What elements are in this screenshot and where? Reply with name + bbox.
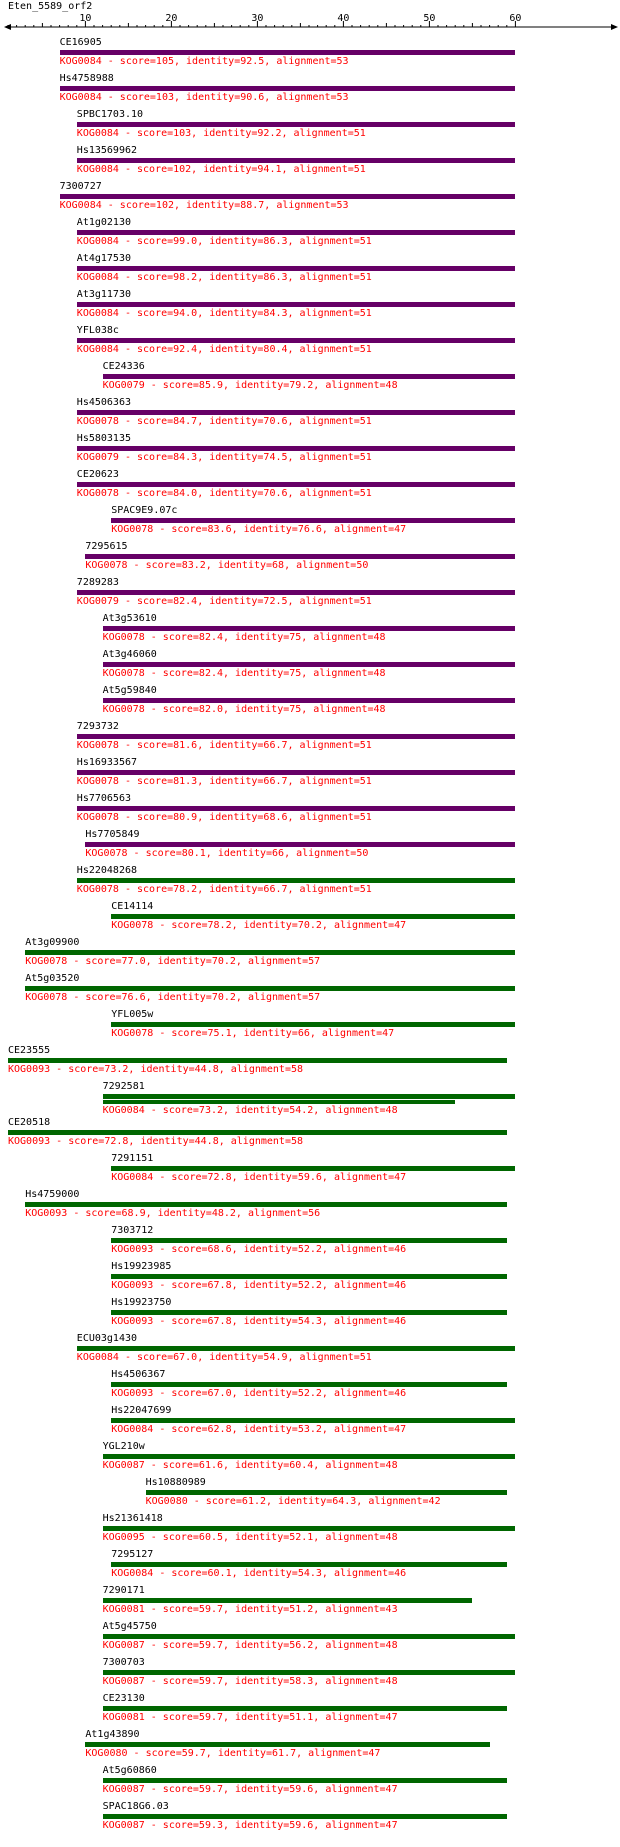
hit-description[interactable]: KOG0078 - score=76.6, identity=70.2, alignment=57	[25, 992, 321, 1003]
hit-description[interactable]: KOG0078 - score=84.7, identity=70.6, alignment=51	[76, 416, 372, 427]
hit-name: Hs5803135	[76, 433, 131, 444]
hit-name: CE23555	[8, 1045, 51, 1056]
hit-bar	[25, 950, 515, 955]
hit-bar	[111, 1022, 515, 1027]
axis-tick-label: 60	[509, 13, 522, 24]
hit-bar	[77, 122, 516, 127]
hit-name: At5g03520	[25, 973, 80, 984]
hit-name: ECU03g1430	[76, 1333, 138, 1344]
hit-name: At5g59840	[102, 685, 157, 696]
axis-tick-label: 10	[79, 13, 92, 24]
hit-description[interactable]: KOG0093 - score=67.8, identity=54.3, alignment=46	[111, 1316, 407, 1327]
hit-name: Hs4759000	[25, 1189, 80, 1200]
hit-bar	[103, 1814, 507, 1819]
hit-description[interactable]: KOG0078 - score=81.6, identity=66.7, alignment=51	[76, 740, 372, 751]
hit-name: SPAC9E9.07c	[111, 505, 178, 516]
hit-name: CE16905	[59, 37, 102, 48]
hit-description[interactable]: KOG0078 - score=80.1, identity=66, alignment=50	[85, 848, 369, 859]
hit-name: SPBC1703.10	[76, 109, 144, 120]
hit-description[interactable]: KOG0081 - score=59.7, identity=51.2, alignment=43	[102, 1604, 398, 1615]
right-arrow-icon	[611, 24, 618, 30]
hit-description[interactable]: KOG0078 - score=81.3, identity=66.7, alignment=51	[76, 776, 372, 787]
hit-name: Hs22047699	[111, 1405, 172, 1416]
hit-bar	[77, 878, 516, 883]
hit-name: At1g43890	[85, 1729, 140, 1740]
hit-description[interactable]: KOG0087 - score=59.7, identity=56.2, alignment=48	[102, 1640, 398, 1651]
hit-description[interactable]: KOG0093 - score=68.6, identity=52.2, alignment=46	[111, 1244, 407, 1255]
hit-description[interactable]: KOG0093 - score=67.8, identity=52.2, alignment=46	[111, 1280, 407, 1291]
hit-name: CE24336	[102, 361, 145, 372]
hit-description[interactable]: KOG0079 - score=84.3, identity=74.5, alignment=51	[76, 452, 372, 463]
hit-description[interactable]: KOG0084 - score=99.0, identity=86.3, alignment=51	[76, 236, 372, 247]
hit-bar	[111, 1382, 507, 1387]
hit-bar	[146, 1490, 507, 1495]
hit-description[interactable]: KOG0081 - score=59.7, identity=51.1, alignment=47	[102, 1712, 398, 1723]
hit-name: SPAC18G6.03	[102, 1801, 169, 1812]
hit-name: YFL005w	[111, 1009, 154, 1020]
hit-name: Hs7705849	[85, 829, 140, 840]
hit-bar	[111, 1274, 507, 1279]
hit-description[interactable]: KOG0084 - score=60.1, identity=54.3, alignment=46	[111, 1568, 407, 1579]
hit-name: Hs13569962	[76, 145, 138, 156]
hit-description[interactable]: KOG0084 - score=102, identity=94.1, alignment=51	[76, 164, 366, 175]
hit-description[interactable]: KOG0087 - score=59.3, identity=59.6, alignment=47	[102, 1820, 398, 1831]
hit-description[interactable]: KOG0084 - score=73.2, identity=54.2, alignment=48	[102, 1105, 398, 1116]
hit-bar	[77, 446, 516, 451]
hit-description[interactable]: KOG0080 - score=61.2, identity=64.3, alignment=42	[145, 1496, 441, 1507]
hit-name: CE20623	[76, 469, 119, 480]
hit-description[interactable]: KOG0084 - score=92.4, identity=80.4, alignment=51	[76, 344, 372, 355]
hit-name: At1g02130	[76, 217, 131, 228]
hit-name: 7303712	[111, 1225, 154, 1236]
hit-name: 7295615	[85, 541, 128, 552]
hit-bar	[60, 50, 516, 55]
hit-bar	[85, 554, 515, 559]
hit-bar	[103, 1706, 507, 1711]
hit-name: At3g09900	[25, 937, 80, 948]
hit-description[interactable]: KOG0078 - score=80.9, identity=68.6, alignment=51	[76, 812, 372, 823]
hit-name: CE14114	[111, 901, 154, 912]
hit-name: CE20518	[8, 1117, 51, 1128]
hit-description[interactable]: KOG0087 - score=61.6, identity=60.4, alignment=48	[102, 1460, 398, 1471]
hit-bar	[103, 698, 516, 703]
hit-bar	[77, 302, 516, 307]
hit-bar	[103, 1778, 507, 1783]
hit-bar	[85, 842, 515, 847]
hit-bar	[111, 1166, 515, 1171]
axis-tick-label: 30	[251, 13, 264, 24]
hit-description[interactable]: KOG0084 - score=102, identity=88.7, alignment=53	[59, 200, 349, 211]
hit-description[interactable]: KOG0078 - score=82.4, identity=75, alignment=48	[102, 668, 386, 679]
hit-description[interactable]: KOG0079 - score=82.4, identity=72.5, alignment=51	[76, 596, 372, 607]
query-title: Eten_5589_orf2	[8, 1, 93, 12]
ruler-axis	[0, 0, 620, 34]
hit-bar	[77, 230, 516, 235]
hit-bar	[103, 1670, 516, 1675]
hit-description[interactable]: KOG0084 - score=103, identity=90.6, alignment=53	[59, 92, 349, 103]
hit-description[interactable]: KOG0078 - score=75.1, identity=66, alignment=47	[111, 1028, 395, 1039]
hit-description[interactable]: KOG0078 - score=82.4, identity=75, alignment=48	[102, 632, 386, 643]
hit-name: CE23130	[102, 1693, 145, 1704]
hit-bar-secondary	[103, 1100, 456, 1104]
hit-description[interactable]: KOG0080 - score=59.7, identity=61.7, alignment=47	[85, 1748, 381, 1759]
hit-description[interactable]: KOG0093 - score=72.8, identity=44.8, alignment=58	[8, 1136, 304, 1147]
hit-name: 7290171	[102, 1585, 145, 1596]
hit-name: Hs4758988	[59, 73, 114, 84]
hit-description[interactable]: KOG0084 - score=103, identity=92.2, alignment=51	[76, 128, 366, 139]
hit-description[interactable]: KOG0078 - score=84.0, identity=70.6, alignment=51	[76, 488, 372, 499]
hit-name: At4g17530	[76, 253, 131, 264]
hit-name: 7292581	[102, 1081, 145, 1092]
hit-bar	[103, 374, 516, 379]
hit-bar	[111, 518, 515, 523]
hit-description[interactable]: KOG0078 - score=83.6, identity=76.6, alignment=47	[111, 524, 407, 535]
hit-name: At3g53610	[102, 613, 157, 624]
hit-description[interactable]: KOG0084 - score=94.0, identity=84.3, alignment=51	[76, 308, 372, 319]
hit-bar	[103, 1094, 516, 1099]
hit-bar	[77, 410, 516, 415]
hit-name: Hs16933567	[76, 757, 138, 768]
hit-description[interactable]: KOG0093 - score=73.2, identity=44.8, alignment=58	[8, 1064, 304, 1075]
hit-description[interactable]: KOG0084 - score=67.0, identity=54.9, alignment=51	[76, 1352, 372, 1363]
hit-description[interactable]: KOG0093 - score=67.0, identity=52.2, alignment=46	[111, 1388, 407, 1399]
hit-name: 7293732	[76, 721, 119, 732]
hit-name: Hs21361418	[102, 1513, 163, 1524]
hit-bar	[77, 590, 516, 595]
hit-bar	[103, 1598, 473, 1603]
hit-bar	[103, 626, 516, 631]
hit-bar	[103, 1634, 516, 1639]
hit-description[interactable]: KOG0078 - score=77.0, identity=70.2, alignment=57	[25, 956, 321, 967]
hit-description[interactable]: KOG0078 - score=82.0, identity=75, alignment=48	[102, 704, 386, 715]
hit-description[interactable]: KOG0079 - score=85.9, identity=79.2, alignment=48	[102, 380, 398, 391]
hit-name: 7295127	[111, 1549, 154, 1560]
hit-description[interactable]: KOG0087 - score=59.7, identity=59.6, alignment=47	[102, 1784, 398, 1795]
hit-name: Hs10880989	[145, 1477, 206, 1488]
hit-bar	[77, 266, 516, 271]
hit-bar	[77, 806, 516, 811]
hit-name: Hs19923750	[111, 1297, 172, 1308]
hit-name: 7289283	[76, 577, 119, 588]
hit-bar	[77, 482, 516, 487]
hit-bar	[77, 338, 516, 343]
hit-bar	[77, 1346, 516, 1351]
hit-bar	[60, 194, 516, 199]
hit-bar	[77, 158, 516, 163]
hit-bar	[8, 1058, 507, 1063]
hit-bar	[111, 914, 515, 919]
hit-name: Hs19923985	[111, 1261, 172, 1272]
hit-bar	[103, 1526, 516, 1531]
hit-bar	[85, 1742, 489, 1747]
hit-name: Hs4506367	[111, 1369, 166, 1380]
hit-name: YFL038c	[76, 325, 119, 336]
hit-name: Hs4506363	[76, 397, 131, 408]
hit-name: At3g46060	[102, 649, 157, 660]
hit-description[interactable]: KOG0084 - score=105, identity=92.5, alignment=53	[59, 56, 349, 67]
hit-bar	[60, 86, 516, 91]
hit-bar	[77, 770, 516, 775]
hit-description[interactable]: KOG0078 - score=83.2, identity=68, alignment=50	[85, 560, 369, 571]
hit-bar	[111, 1310, 507, 1315]
hit-name: 7291151	[111, 1153, 154, 1164]
hit-name: 7300703	[102, 1657, 145, 1668]
hit-bar	[103, 662, 516, 667]
hit-description[interactable]: KOG0078 - score=78.2, identity=70.2, alignment=47	[111, 920, 407, 931]
hit-bar	[77, 734, 516, 739]
hit-bar	[111, 1418, 515, 1423]
axis-tick-label: 50	[423, 13, 436, 24]
hit-description[interactable]: KOG0084 - score=98.2, identity=86.3, alignment=51	[76, 272, 372, 283]
hit-name: Hs22048268	[76, 865, 138, 876]
hit-description[interactable]: KOG0078 - score=78.2, identity=66.7, alignment=51	[76, 884, 372, 895]
hit-description[interactable]: KOG0084 - score=62.8, identity=53.2, alignment=47	[111, 1424, 407, 1435]
hit-bar	[111, 1562, 507, 1567]
hit-description[interactable]: KOG0095 - score=60.5, identity=52.1, alignment=48	[102, 1532, 398, 1543]
hit-description[interactable]: KOG0087 - score=59.7, identity=58.3, alignment=48	[102, 1676, 398, 1687]
axis-tick-label: 20	[165, 13, 178, 24]
hit-name: At3g11730	[76, 289, 131, 300]
hit-name: 7300727	[59, 181, 102, 192]
hit-name: Hs7706563	[76, 793, 131, 804]
axis-tick-label: 40	[337, 13, 350, 24]
hit-bar	[25, 1202, 507, 1207]
hit-bar	[103, 1454, 516, 1459]
hit-description[interactable]: KOG0093 - score=68.9, identity=48.2, alignment=56	[25, 1208, 321, 1219]
hit-name: YGL210w	[102, 1441, 145, 1452]
hit-bar	[8, 1130, 507, 1135]
hit-description[interactable]: KOG0084 - score=72.8, identity=59.6, alignment=47	[111, 1172, 407, 1183]
hit-bar	[25, 986, 515, 991]
hit-bar	[111, 1238, 507, 1243]
hit-name: At5g45750	[102, 1621, 157, 1632]
hit-name: At5g60860	[102, 1765, 157, 1776]
